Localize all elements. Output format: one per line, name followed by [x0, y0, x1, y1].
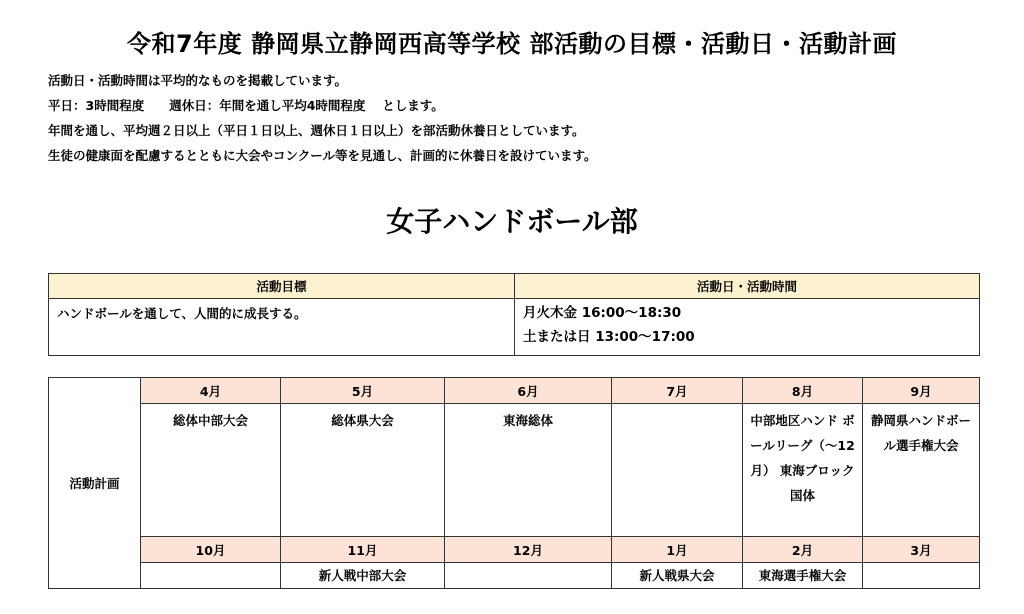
schedule-header: 活動日・活動時間 — [515, 274, 980, 299]
note-line: 活動日・活動時間は平均的なものを掲載しています。 — [48, 73, 348, 88]
month-event: 総体県大会 — [281, 404, 445, 537]
plan-table — [48, 377, 980, 589]
month-event: 東海総体 — [445, 404, 612, 537]
month-event: 東海選手権大会 — [743, 563, 863, 589]
month-event — [612, 404, 743, 537]
month-header: 11月 — [281, 537, 445, 563]
month-header: 4月 — [141, 378, 281, 404]
note-line: 生徒の健康面を配慮するとともに大会やコンクール等を見通し、計画的に休養日を設けています。 — [48, 148, 597, 163]
note-line: 年間を通し、平均週２日以上（平日１日以上、週休日１日以上）を部活動休養日としています。 — [48, 123, 585, 138]
schedule-line: 土または日 13:00～17:00 — [523, 329, 695, 345]
month-header: 6月 — [445, 378, 612, 404]
note-line: 平日：3時間程度 週休日：年間を通し平均4時間程度 とします。 — [48, 98, 444, 113]
goal-text: ハンドボールを通して、人間的に成長する。 — [49, 299, 515, 356]
month-header: 9月 — [863, 378, 980, 404]
month-header: 7月 — [612, 378, 743, 404]
month-event: 総体中部大会 — [141, 404, 281, 537]
month-event: 新人戦中部大会 — [281, 563, 445, 589]
club-name: 女子ハンドボール部 — [386, 205, 638, 238]
schedule-line: 月火木金 16:00～18:30 — [523, 305, 682, 321]
month-header: 3月 — [863, 537, 980, 563]
goal-table — [48, 273, 980, 356]
page-title: 令和7年度 静岡県立静岡西高等学校 部活動の目標・活動日・活動計画 — [127, 30, 897, 58]
plan-label: 活動計画 — [49, 378, 141, 589]
month-header: 8月 — [743, 378, 863, 404]
month-event — [863, 563, 980, 589]
month-event: 中部地区ハンド ボールリーグ（～12月） 東海ブロック国体 — [743, 404, 863, 537]
month-event: 静岡県ハンドボール選手権大会 — [863, 404, 980, 537]
month-header: 1月 — [612, 537, 743, 563]
month-header: 10月 — [141, 537, 281, 563]
month-event — [445, 563, 612, 589]
month-header: 5月 — [281, 378, 445, 404]
goal-header: 活動目標 — [49, 274, 515, 299]
month-header: 12月 — [445, 537, 612, 563]
month-header: 2月 — [743, 537, 863, 563]
notes — [48, 72, 597, 172]
month-event — [141, 563, 281, 589]
month-event: 新人戦県大会 — [612, 563, 743, 589]
schedule-cell — [515, 299, 980, 356]
